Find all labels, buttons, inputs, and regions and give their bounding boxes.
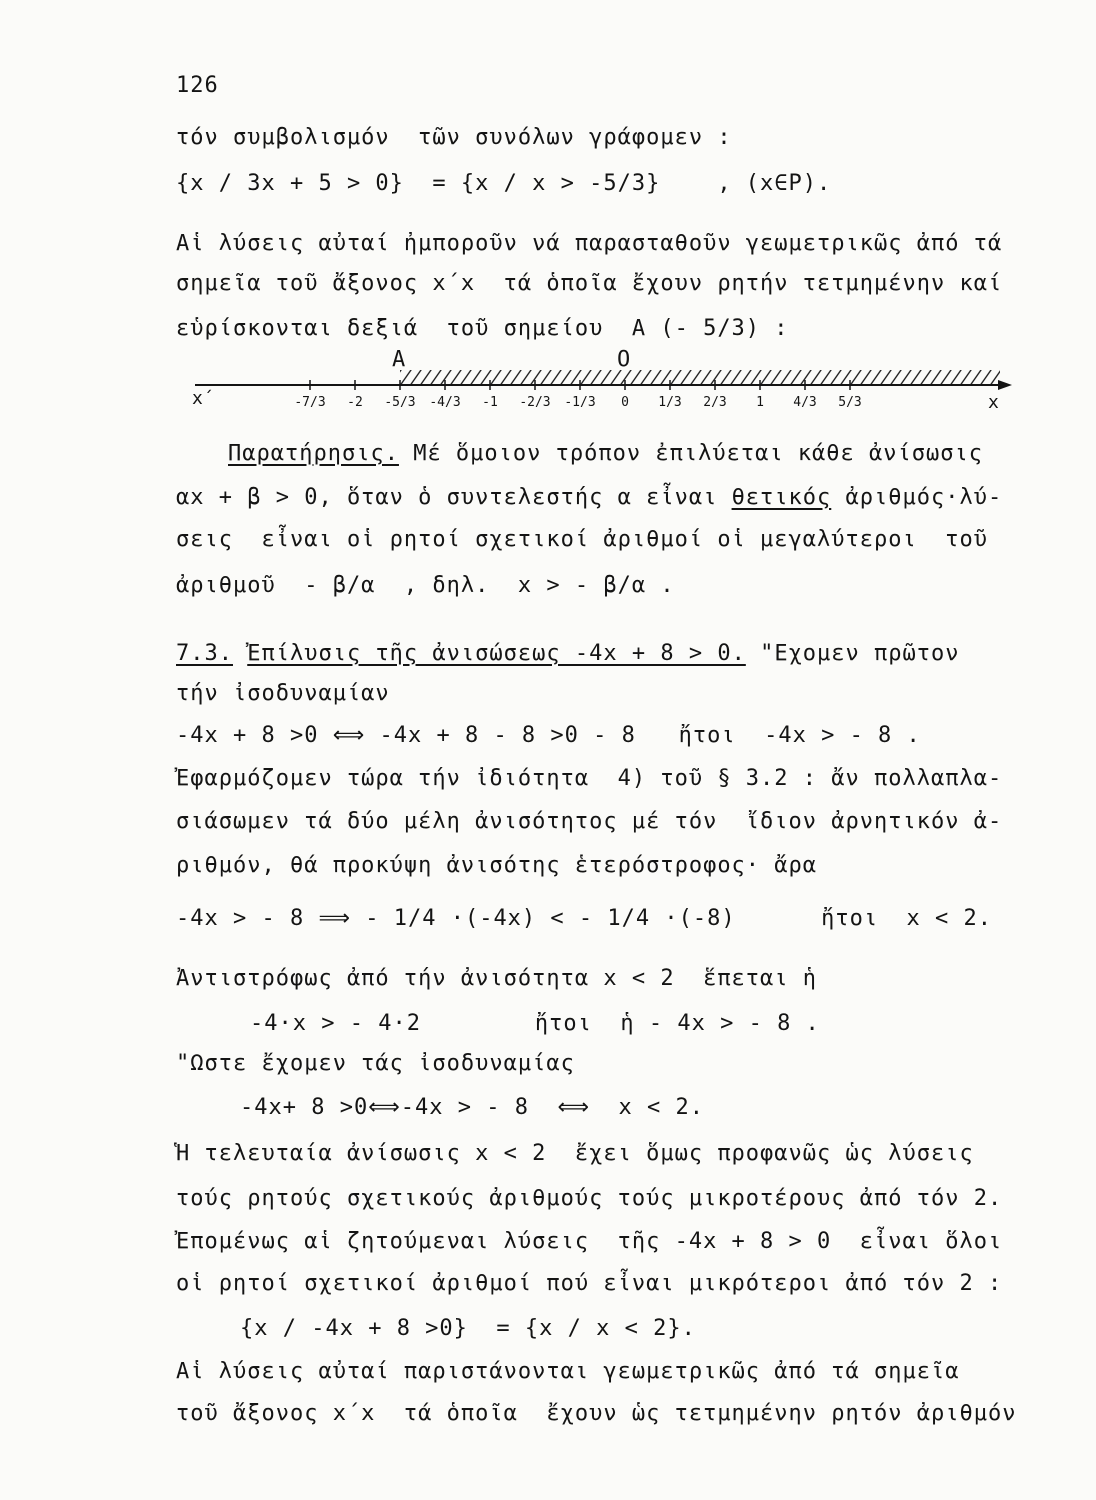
equation-line: -4·x > - 4·2 ἤτοι ἡ - 4x > - 8 . — [250, 1011, 820, 1036]
axis-arrowhead — [998, 380, 1012, 390]
tick-label: 1/3 — [658, 395, 682, 410]
text-line: ριθμόν, θά προκύψη ἀνισότης ἑτερόστροφος· ἄρα — [176, 853, 818, 878]
text-line: σεις εἶναι οἱ ρητοί σχετικοί ἀριθμοί οἱ μεγαλύτεροι τοῦ — [176, 527, 988, 552]
section-title: Ἐπίλυσις τῆς ἀνισώσεως -4x + 8 > 0. — [247, 641, 746, 666]
text-line: "Ωστε ἔχομεν τάς ἰσοδυναμίας — [176, 1051, 575, 1076]
set-equation: {x / 3x + 5 > 0} = {x / x > -5/3} , (x∈P). — [176, 171, 832, 196]
emphasis-positive: θετικός — [731, 485, 832, 510]
remark-line — [228, 440, 983, 468]
tick-label: 4/3 — [793, 395, 817, 410]
equation-line: -4x+ 8 >0⟺-4x > - 8 ⟺ x < 2. — [240, 1095, 704, 1120]
tick-label: -7/3 — [294, 395, 326, 410]
text-line: Ἐφαρμόζομεν τώρα τήν ἰδιότητα 4) τοῦ § 3.2 : ἄν πολλαπλα- — [176, 766, 1003, 791]
equation-line: -4x > - 8 ⟹ - 1/4 ·(-4x) < - 1/4 ·(-8) ἤτοι x < 2. — [176, 906, 993, 931]
number-line-figure — [180, 340, 1020, 420]
tick-label: 5/3 — [838, 395, 862, 410]
point-a-label: Α — [391, 347, 406, 372]
remark-heading: Παρατήρησις. — [228, 441, 399, 466]
remark-text: Μέ ὅμοιον τρόπον ἐπιλύεται κάθε ἀνίσωσις — [398, 441, 984, 466]
remark-text: αx + β > 0, ὅταν ὁ συντελεστής α εἶναι — [176, 485, 732, 510]
text-line: Ἀντιστρόφως ἀπό τήν ἀνισότητα x < 2 ἕπεται ἡ — [176, 966, 818, 991]
equation-line: -4x + 8 >0 ⟺ -4x + 8 - 8 >0 - 8 ἤτοι -4x > - 8 . — [176, 723, 921, 748]
text-line: σιάσωμεν τά δύο μέλη ἀνισότητος μέ τόν ἴδιον ἀρνητικόν ἀ- — [176, 809, 1003, 834]
text-line: Αἱ λύσεις αὐταί παριστάνονται γεωμετρικῶς ἀπό τά σημεῖα — [176, 1359, 960, 1384]
remark-line — [176, 484, 1002, 512]
text-line: Αἱ λύσεις αὐταί ἠμποροῦν νά παρασταθοῦν γεωμετρικῶς ἀπό τά — [176, 231, 1003, 256]
axis-left-label: x΄ — [192, 388, 214, 409]
section-text: "Εχομεν πρῶτον — [745, 641, 960, 666]
tick-label: -1 — [482, 395, 498, 410]
text-line: τόν συμβολισμόν τῶν συνόλων γράφομεν : — [176, 125, 732, 150]
text-line: οἱ ρητοί σχετικοί ἀριθμοί πού εἶναι μικρότεροι ἀπό τόν 2 : — [176, 1271, 1003, 1296]
tick-label: -2 — [347, 395, 363, 410]
tick-label: -5/3 — [384, 395, 416, 410]
text-line: Ἡ τελευταία ἀνίσωσις x < 2 ἔχει ὅμως προφανῶς ὡς λύσεις — [176, 1141, 974, 1166]
remark-text: ἀριθμός·λύ- — [831, 485, 1003, 510]
text-line: εὑρίσκονται δεξιά τοῦ σημείου Α (- 5/3) : — [176, 316, 789, 341]
text-line: ἀριθμοῦ - β/α , δηλ. x > - β/α . — [176, 573, 675, 598]
tick-label: 1 — [756, 395, 764, 410]
section-line — [176, 640, 960, 668]
tick-label: -4/3 — [429, 395, 461, 410]
text-line: τούς ρητούς σχετικούς ἀριθμούς τούς μικροτέρους ἀπό τόν 2. — [176, 1186, 1003, 1211]
page-number: 126 — [176, 73, 219, 98]
tick-label: -1/3 — [564, 395, 596, 410]
tick-label: 0 — [621, 395, 629, 410]
section-number: 7.3. — [176, 641, 233, 666]
point-o-label: Ο — [617, 347, 631, 372]
text-line: τήν ἰσοδυναμίαν — [176, 681, 390, 706]
tick-label: -2/3 — [519, 395, 551, 410]
text-line: τοῦ ἄξονος x΄x τά ὁποῖα ἔχουν ὡς τετμημένην ρητόν ἀριθμόν — [176, 1401, 1017, 1426]
set-equation: {x / -4x + 8 >0} = {x / x < 2}. — [240, 1316, 696, 1341]
axis-right-label: x — [988, 392, 999, 413]
tick-label: 2/3 — [703, 395, 727, 410]
text-line: σημεῖα τοῦ ἄξονος x΄x τά ὁποῖα ἔχουν ρητήν τετμημένην καί — [176, 271, 1003, 296]
text-line: Ἐπομένως αἱ ζητούμεναι λύσεις τῆς -4x + 8 > 0 εἶναι ὅλοι — [176, 1229, 1003, 1254]
